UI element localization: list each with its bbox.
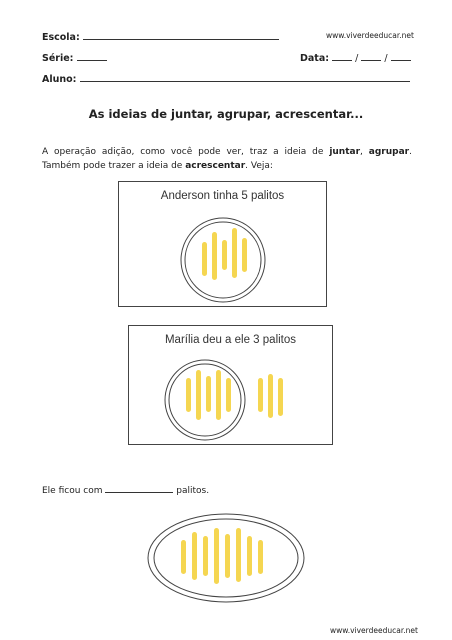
data-row (300, 51, 411, 64)
intro-paragraph: A operação adição, como você pode ver, traz a ideia de juntar, agrupar. Também pode trazer a ideia de acrescentar. Veja: (42, 147, 412, 171)
illustration-box-1 (118, 181, 327, 307)
stick (226, 378, 231, 412)
serie-blank[interactable] (77, 51, 107, 61)
footer-site: www.viverdeeducar.net (330, 626, 418, 635)
plate-2 (163, 358, 247, 442)
stick (258, 540, 263, 574)
header-site: www.viverdeeducar.net (326, 31, 414, 40)
stick (203, 536, 208, 576)
aluno-blank[interactable] (80, 72, 410, 82)
stick (232, 228, 237, 278)
stick (222, 240, 227, 270)
stick (242, 238, 247, 272)
answer-before: Ele ficou com (42, 486, 103, 496)
box1-caption: Anderson tinha 5 palitos (160, 190, 285, 202)
stick (192, 532, 197, 580)
stick (214, 528, 219, 584)
data-day-blank[interactable] (332, 51, 352, 61)
stick-added (258, 378, 263, 412)
stick (216, 370, 221, 420)
stick (247, 536, 252, 576)
stick-added (268, 374, 273, 418)
stick (225, 534, 230, 578)
illustration-box-2 (128, 325, 333, 445)
data-month-blank[interactable] (361, 51, 381, 61)
answer-row (42, 484, 209, 496)
aluno-row (42, 72, 410, 85)
date-separator: / (384, 53, 388, 64)
aluno-label: Aluno: (42, 74, 77, 85)
escola-blank[interactable] (83, 30, 279, 40)
stick (181, 540, 186, 574)
stick (206, 376, 211, 412)
answer-after: palitos. (176, 486, 210, 496)
stick-added (278, 378, 283, 416)
keyword-juntar: juntar (329, 147, 361, 157)
data-label: Data: (300, 53, 330, 64)
stick (212, 232, 217, 280)
escola-row (42, 30, 279, 43)
date-separator: / (355, 53, 359, 64)
serie-row (42, 51, 107, 64)
answer-blank[interactable] (105, 484, 173, 493)
serie-label: Série: (42, 53, 74, 64)
data-year-blank[interactable] (391, 51, 411, 61)
stick (186, 378, 191, 412)
keyword-acrescentar: acrescentar (185, 161, 246, 171)
escola-label: Escola: (42, 32, 80, 43)
stick (202, 242, 207, 276)
keyword-agrupar: agrupar (368, 147, 410, 157)
stick (236, 528, 241, 582)
box2-caption: Marília deu a ele 3 palitos (164, 334, 297, 346)
stick (196, 370, 201, 420)
page-title: As ideias de juntar, agrupar, acrescentar... (88, 107, 364, 121)
